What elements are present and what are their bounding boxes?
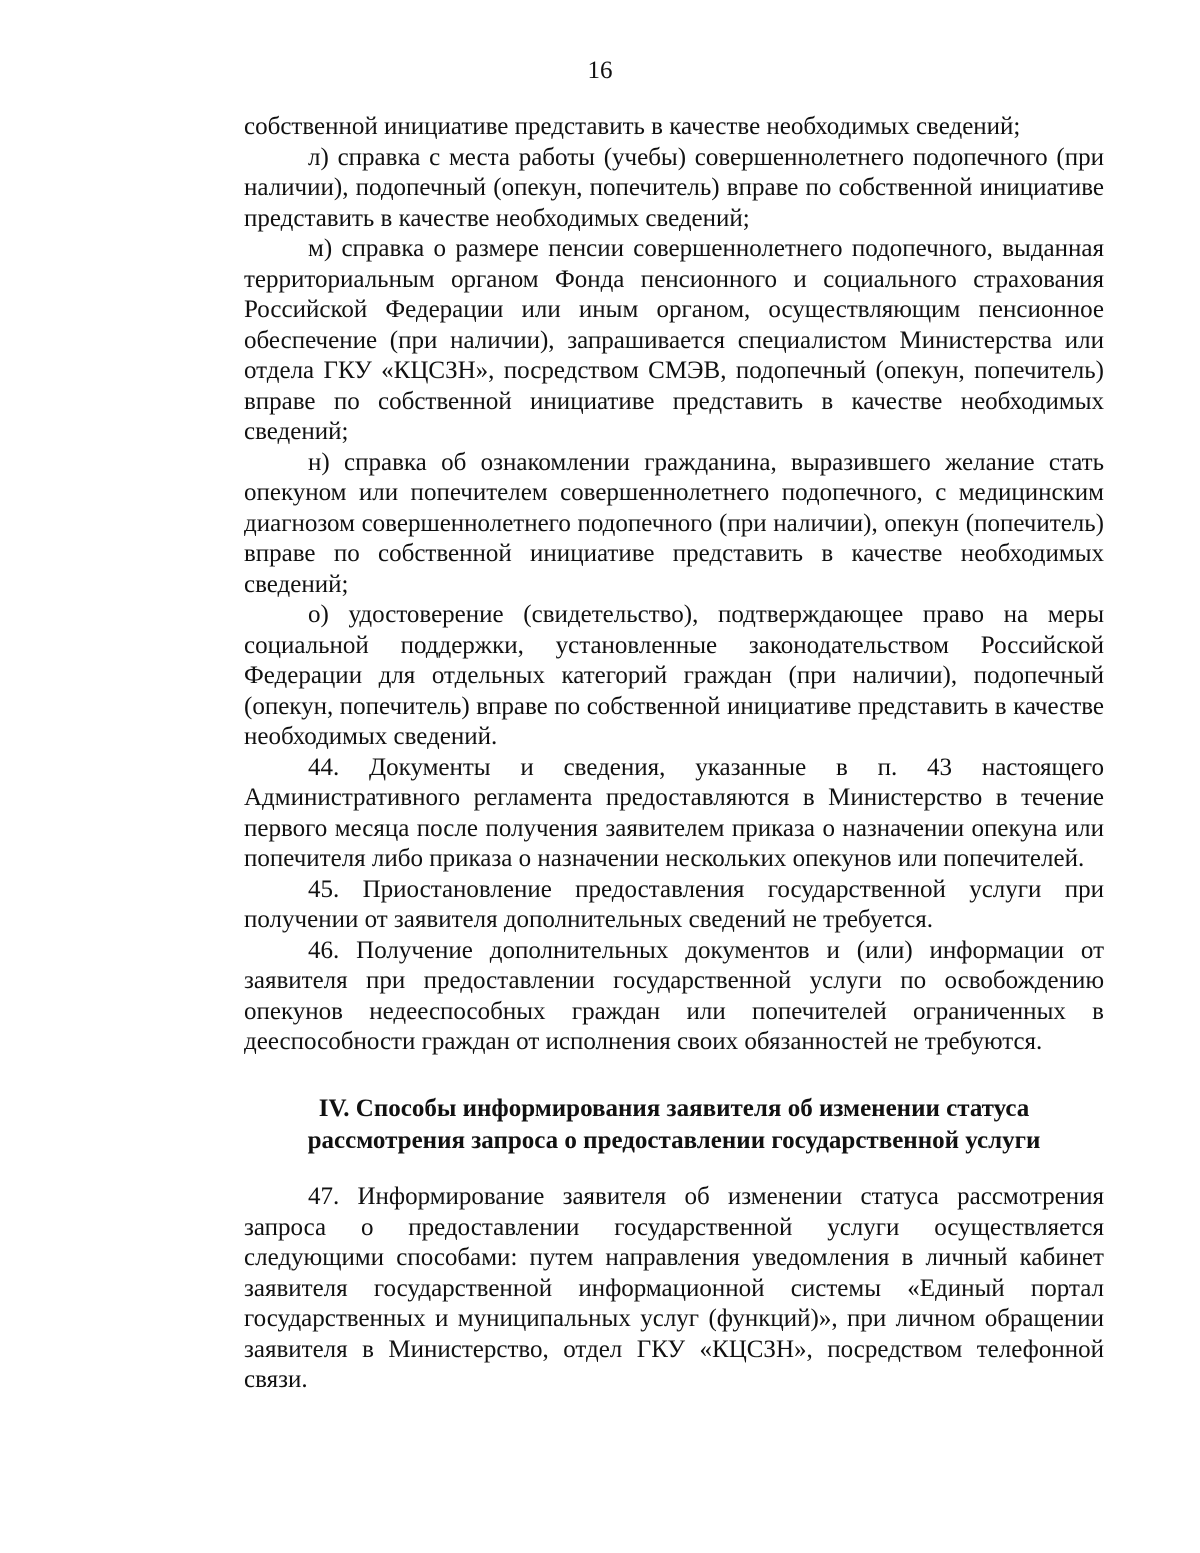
section-heading	[244, 1093, 1104, 1157]
section-heading-line-1: IV. Способы информирования заявителя об изменении статуса	[318, 1095, 1030, 1122]
paragraph-item-n: н) справка об ознакомлении гражданина, выразившего желание стать опекуном или попечителем совершеннолетнего подопечного, с медицинским диагнозом совершеннолетнего подопечного (при наличии), опекун (попечитель) вправе по собственной инициативе представить в качестве необходимых сведений;	[244, 448, 1104, 598]
document-body	[244, 112, 1104, 1058]
paragraph-45: 45. Приостановление предоставления государственной услуги при получении от заявителя дополнительных сведений не требуется.	[244, 875, 1104, 933]
paragraph-46: 46. Получение дополнительных документов и (или) информации от заявителя при предоставлении государственной услуги по освобождению опекунов недееспособных граждан или попечителей ограниченных в дееспособности граждан от исполнения своих обязанностей не требуются.	[244, 936, 1104, 1055]
page-number: 16	[587, 57, 613, 84]
section-body	[244, 1182, 1104, 1396]
paragraph-item-l: л) справка с места работы (учебы) совершеннолетнего подопечного (при наличии), подопечный (опекун, попечитель) вправе по собственной инициативе представить в качестве необходимых сведений;	[244, 143, 1104, 232]
section-heading-line-2: рассмотрения запроса о предоставлении государственной услуги	[307, 1127, 1041, 1154]
paragraph-continuation: собственной инициативе представить в качестве необходимых сведений;	[244, 113, 1021, 140]
paragraph-44: 44. Документы и сведения, указанные в п. 43 настоящего Административного регламента предоставляются в Министерство в течение первого месяца после получения заявителем приказа о назначении опекуна или попечителя либо приказа о назначении нескольких опекунов или попечителей.	[244, 753, 1104, 872]
paragraph-item-o: о) удостоверение (свидетельство), подтверждающее право на меры социальной поддержки, установленные законодательством Российской Федерации для отдельных категорий граждан (при наличии), подопечный (опекун, попечитель) вправе по собственной инициативе представить в качестве необходимых сведений.	[244, 601, 1104, 750]
paragraph-47: 47. Информирование заявителя об изменении статуса рассмотрения запроса о предоставлении государственной услуги осуществляется следующими способами: путем направления уведомления в личный кабинет заявителя государственной информационной системы «Единый портал государственных и муниципальных услуг (функций)», при личном обращении заявителя в Министерство, отдел ГКУ «КЦСЗН», посредством телефонной связи.	[244, 1183, 1104, 1393]
paragraph-item-m: м) справка о размере пенсии совершеннолетнего подопечного, выданная территориальным органом Фонда пенсионного и социального страхования Российской Федерации или иным органом, осуществляющим пенсионное обеспечение (при наличии), запрашивается специалистом Министерства или отдела ГКУ «КЦСЗН», посредством СМЭВ, подопечный (опекун, попечитель) вправе по собственной инициативе представить в качестве необходимых сведений;	[244, 235, 1104, 445]
